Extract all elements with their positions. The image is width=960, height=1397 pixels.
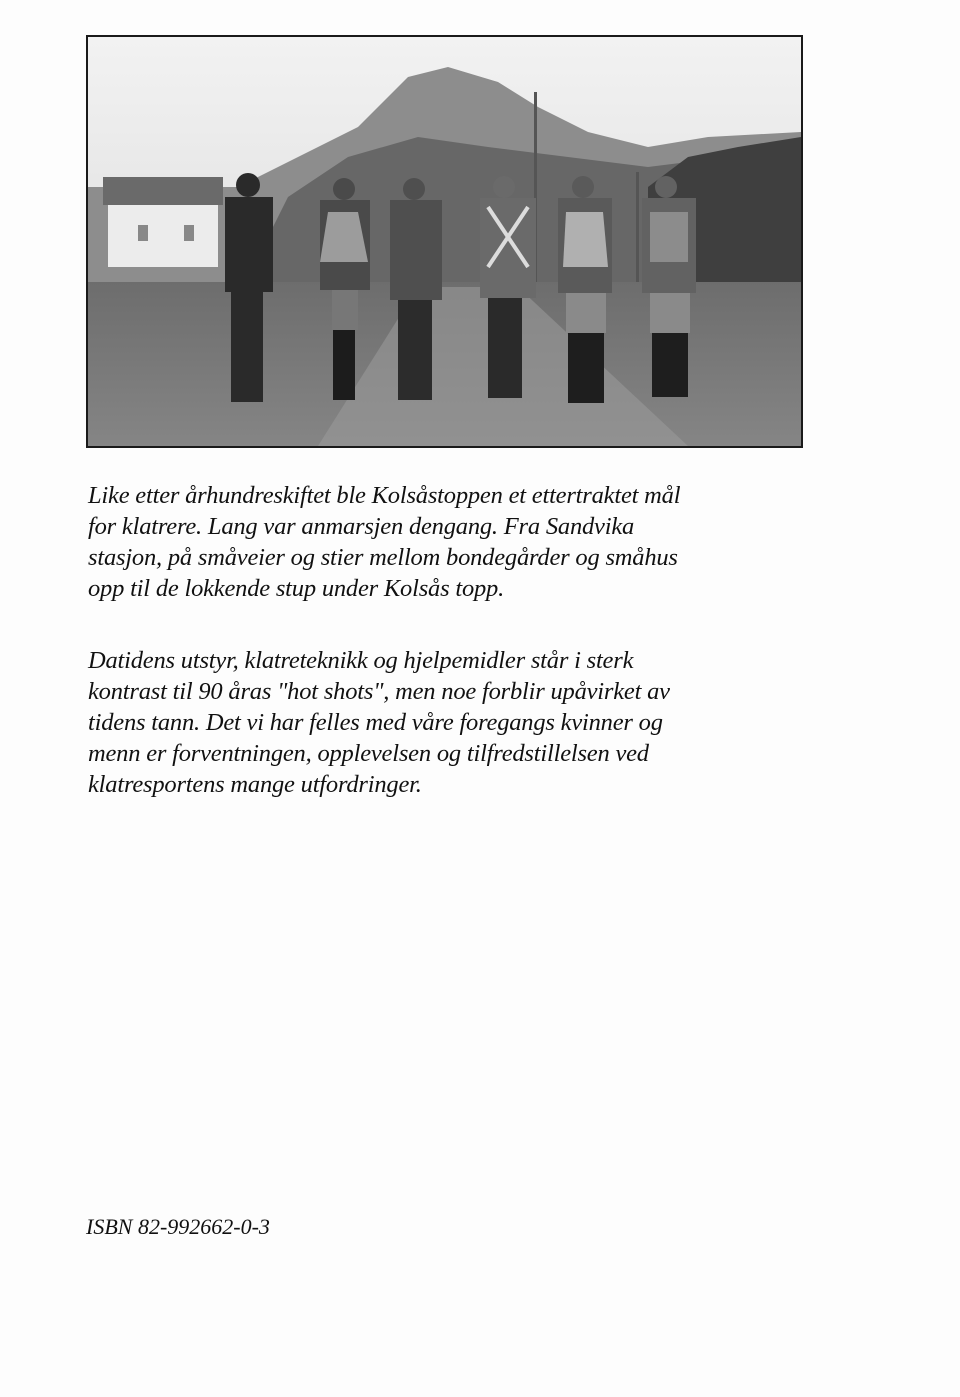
paragraph-line: tidens tann. Det vi har felles med våre foregangs kvinner og [88,709,663,736]
photo-illustration [88,37,801,446]
paragraph-history [88,480,818,604]
historic-photo [86,35,803,448]
paragraph-line: menn er forventningen, opplevelsen og tilfredstillelsen ved [88,740,649,767]
paragraph-contrast [88,645,818,800]
paragraph-line: stasjon, på småveier og stier mellom bondegårder og småhus [88,544,678,571]
paragraph-line: opp til de lokkende stup under Kolsås topp. [88,575,505,602]
paragraph-line: klatresportens mange utfordringer. [88,771,422,798]
paragraph-line: for klatrere. Lang var anmarsjen dengang. Fra Sandvika [88,513,635,540]
paragraph-line: Datidens utstyr, klatreteknikk og hjelpemidler står i sterk [88,647,634,674]
paragraph-line: Like etter århundreskiftet ble Kolsåstoppen et ettertraktet mål [88,482,681,509]
isbn-label: ISBN 82-992662-0-3 [86,1214,270,1239]
paragraph-line: kontrast til 90 åras "hot shots", men noe forblir upåvirket av [88,678,670,705]
